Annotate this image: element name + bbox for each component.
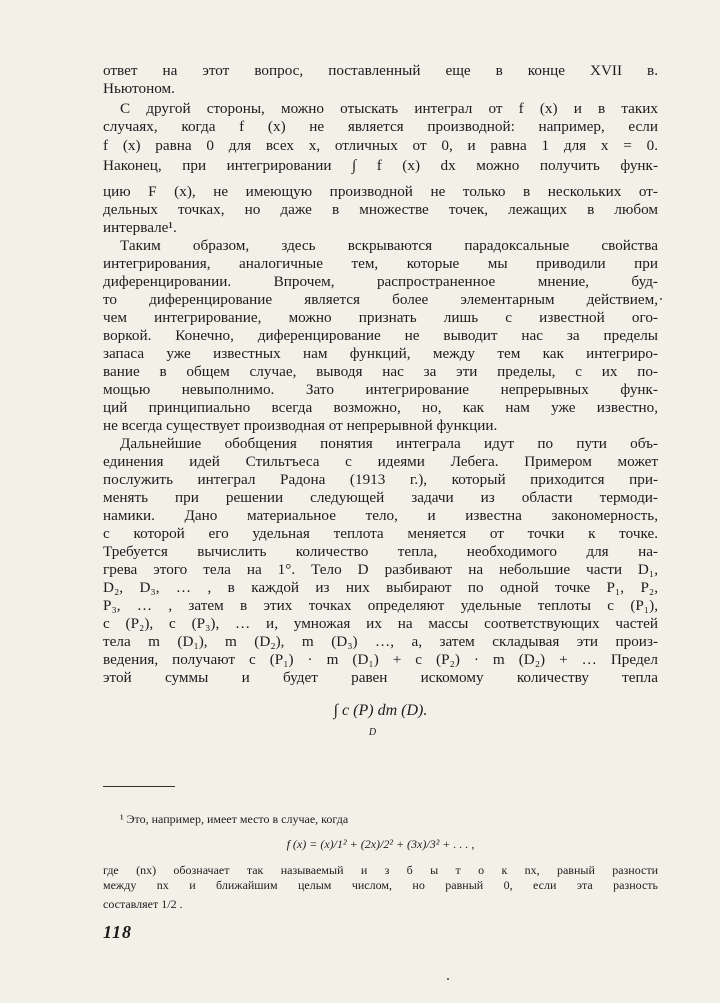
text-line: Дальнейшие обобщения понятия интеграла идут по пути объ-	[120, 435, 658, 452]
text-line: запаса уже известных нам функций, между тем как интегриро-	[103, 345, 658, 362]
text-line: D₂, D₃, … , в каждой из них выбирают по одной точке P₁, P₂,	[103, 579, 658, 596]
footnote-line: составляет 1/2 .	[103, 897, 183, 911]
text-line: ций принципиально всегда возможно, но, как нам уже известно,	[103, 399, 658, 416]
text-line: мощью невыполнимо. Зато интегрирование непрерывных функ-	[103, 381, 658, 398]
text-line: намики. Дано материальное тело, и известна закономерность,	[103, 507, 658, 524]
formula-subscript: D	[368, 727, 377, 738]
text-line: вание в общем случае, выводя нас за эти пределы, с их по-	[103, 363, 658, 380]
text-line: случаях, когда f (x) не является производной: например, если	[103, 118, 658, 135]
text-line: P₃, … , затем в этих точках определяют удельные теплоты c (P₁),	[103, 597, 658, 614]
footnote-line: между nx и ближайшим целым числом, но равный 0, если эта разность	[103, 878, 658, 892]
text-line: менять при решении следующей задачи из области термоди-	[103, 489, 658, 506]
text-line: Таким образом, здесь вскрываются парадоксальные свойства	[120, 237, 658, 254]
text-line: Наконец, при интегрировании ∫ f (x) dx можно получить функ-	[103, 157, 658, 174]
text-line: интервале¹.	[103, 219, 177, 236]
text-line: ответ на этот вопрос, поставленный еще в конце XVII в.	[103, 62, 658, 79]
text-line: этой суммы и будет равен искомому количеству тепла	[103, 669, 658, 686]
print-speck	[447, 978, 449, 980]
footnote-line: где (nx) обозначает так называемый и з б ы т о к nx, равный разности	[103, 863, 658, 877]
footnote-line: ¹ Это, например, имеет место в случае, когда	[120, 812, 349, 826]
text-line: дельных точках, но даже в множестве точек, лежащих в любом	[103, 201, 658, 218]
display-formula: ∫ c (P) dm (D).	[333, 702, 428, 719]
text-line: не всегда существует производная от непрерывной функции.	[103, 417, 498, 434]
footnote-formula: f (x) = (x)/1² + (2x)/2² + (3x)/3² + . . . ,	[286, 837, 475, 851]
text-line: тела m (D₁), m (D₂), m (D₃) …, а, затем складывая эти произ-	[103, 633, 658, 650]
text-line: f (x) равна 0 для всех x, отличных от 0, и равна 1 для x = 0.	[103, 137, 658, 154]
text-line: цию F (x), не имеющую производной не только в нескольких от-	[103, 183, 658, 200]
text-line: Ньютоном.	[103, 80, 175, 97]
text-line: интегрирования, аналогичные тем, которые мы приводили при	[103, 255, 658, 272]
footnote-divider	[103, 786, 175, 787]
text-line: воркой. Конечно, диференцирование не выводит нас за пределы	[103, 327, 658, 344]
text-line: диференцировании. Впрочем, распространенное мнение, буд-	[103, 273, 658, 290]
text-line: ведения, получают c (P₁) · m (D₁) + c (P₂) · m (D₂) + … Предел	[103, 651, 658, 668]
text-line: С другой стороны, можно отыскать интеграл от f (x) и в таких	[120, 100, 658, 117]
page-number: 118	[103, 922, 133, 942]
print-speck	[660, 298, 662, 300]
text-line: Требуется вычислить количество тепла, необходимого для на-	[103, 543, 658, 560]
text-line: грева этого тела на 1°. Тело D разбивают на небольшие части D₁,	[103, 561, 658, 578]
text-line: единения идей Стильтъеса с идеями Лебега. Примером может	[103, 453, 658, 470]
text-line: то диференцирование является более элементарным действием,	[103, 291, 658, 308]
text-line: с которой его удельная теплота меняется от точки к точке.	[103, 525, 658, 542]
text-line: послужить интеграл Радона (1913 г.), который приходится при-	[103, 471, 658, 488]
text-line: чем интегрирование, можно признать лишь с известной ого-	[103, 309, 658, 326]
text-line: c (P₂), c (P₃), … и, умножая их на массы соответствующих частей	[103, 615, 658, 632]
